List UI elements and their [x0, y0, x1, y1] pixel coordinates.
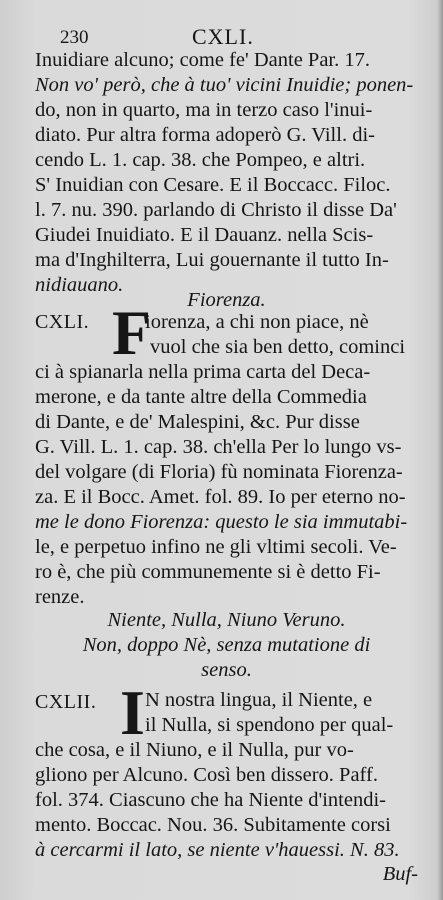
text-line: ro è, che più communemente si è detto Fi- [35, 561, 381, 583]
text-line: nidiauano. [35, 274, 124, 296]
text-line: Inuidiare alcuno; come fe' Dante Par. 17. [35, 49, 370, 71]
text-line: l. 7. nu. 390. parlando di Christo il disse Da' [35, 199, 397, 221]
text-line: do, non in quarto, ma in terzo caso l'inui- [35, 99, 373, 121]
text-line: za. E il Bocc. Amet. fol. 89. Io per eterno no- [35, 486, 406, 508]
text-line: che cosa, e il Niuno, e il Nulla, pur vo- [35, 739, 354, 761]
text-line: di Dante, e de' Malespini, &c. Pur disse [35, 411, 360, 433]
text-line: del volgare (di Floria) fù nominata Fiorenza- [35, 461, 403, 483]
text-line: ma d'Inghilterra, Lui gouernante il tutto In- [35, 249, 389, 271]
section-number: CXLI. [35, 311, 90, 333]
section-heading: Niente, Nulla, Niuno Veruno. [107, 609, 346, 631]
drop-initial: I [120, 677, 145, 748]
text-line: me le dono Fiorenza: questo le sia immutabi- [35, 511, 408, 533]
text-line: renze. [35, 586, 85, 608]
text-line: merone, e da tante altre della Commedia [35, 386, 367, 408]
text-line: mento. Boccac. Nou. 36. Subitamente corsi [35, 814, 391, 836]
section-number: CXLII. [35, 691, 97, 713]
text-line: cendo L. 1. cap. 38. che Pompeo, e altri. [35, 149, 366, 171]
text-line: iorenza, a chi non piace, nè [145, 311, 369, 333]
text-line: Giudei Inuidiato. E il Dauanz. nella Scis- [35, 224, 374, 246]
text-line: le, e perpetuo infino ne gli vltimi secoli. Ve- [35, 536, 397, 558]
running-title: CXLI. [192, 24, 254, 49]
section-heading: Non, doppo Nè, senza mutatione di [82, 634, 371, 656]
text-line: ci à spianarla nella prima carta del Deca- [35, 361, 371, 383]
drop-initial: F [112, 297, 152, 368]
text-line: G. Vill. L. 1. cap. 38. ch'ella Per lo lungo vs- [35, 436, 402, 458]
section-heading: senso. [201, 659, 252, 681]
text-line: diato. Pur altra forma adoperò G. Vill. di- [35, 124, 375, 146]
section-heading: Fiorenza. [187, 289, 266, 311]
text-line: fol. 374. Ciascuno che ha Niente d'intendi- [35, 789, 386, 811]
text-line: gliono per Alcuno. Così ben dissero. Paff. [35, 764, 378, 786]
text-line: vuol che sia ben detto, cominci [150, 336, 406, 358]
page-gutter-shadow [437, 0, 443, 900]
page-number: 230 [60, 27, 89, 48]
text-line: N nostra lingua, il Niente, e [145, 689, 373, 711]
text-line: Non vo' però, che à tuo' vicini Inuidie; ponen- [35, 74, 414, 96]
text-line: il Nulla, si spendono per qual- [145, 714, 394, 736]
text-line: à cercarmi il lato, se niente v'hauessi. N. 83. [35, 839, 400, 861]
catchword: Buf- [382, 863, 418, 885]
text-line: S' Inuidian con Cesare. E il Boccacc. Filoc. [35, 174, 391, 196]
